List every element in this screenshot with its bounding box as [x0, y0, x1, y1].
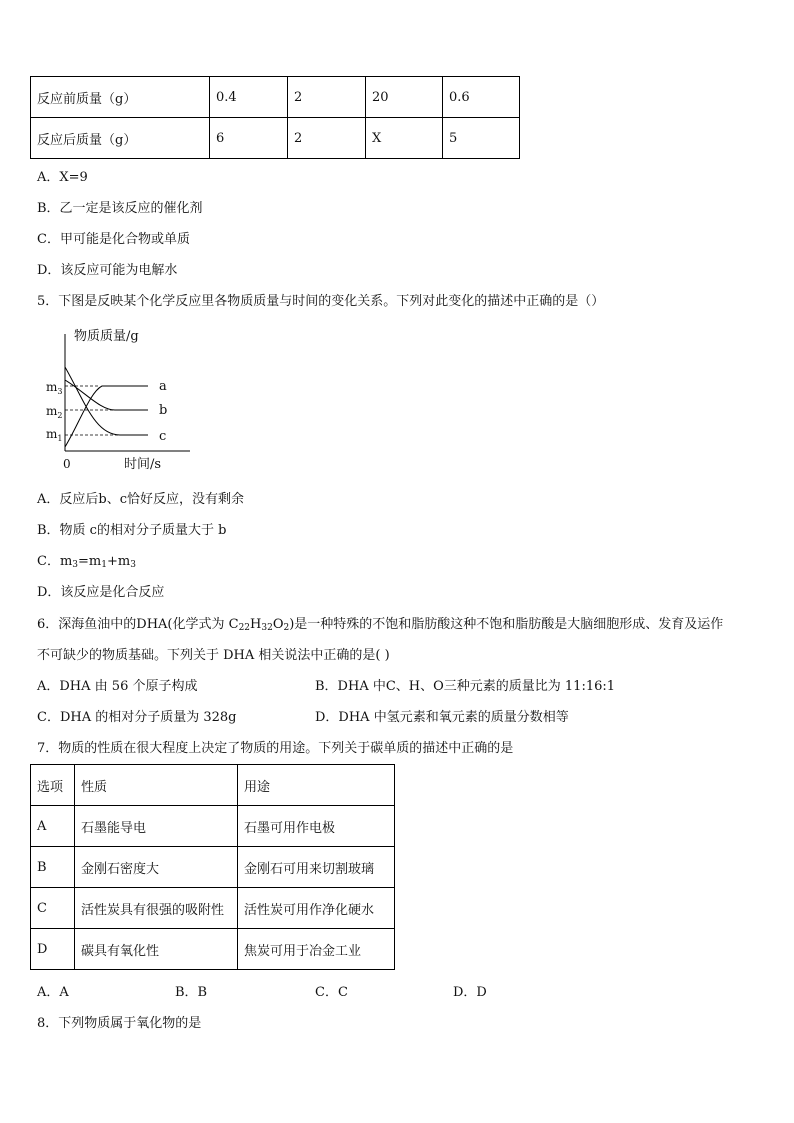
q7-stem: 7．物质的性质在很大程度上决定了物质的用途。下列关于碳单质的描述中正确的是 [37, 741, 514, 756]
curve-b [65, 380, 148, 410]
table-cell: 焦炭可用于冶金工业 [238, 929, 395, 970]
series-label-a: a [159, 379, 167, 394]
mass-table [30, 76, 520, 159]
table-header-row [31, 765, 395, 806]
curve-a [65, 386, 148, 447]
table-cell: 20 [366, 77, 443, 118]
q5-stem: 5．下图是反映某个化学反应里各物质质量与时间的变化关系。下列对此变化的描述中正确的是（） [37, 294, 605, 309]
table-cell: 石墨可用作电极 [238, 806, 395, 847]
table-row [31, 806, 395, 847]
q4-option-c: C．甲可能是化合物或单质 [37, 232, 190, 247]
table-row [31, 888, 395, 929]
q6-option-a: A．DHA 由 56 个原子构成 [37, 679, 198, 694]
q8-stem: 8．下列物质属于氧化物的是 [37, 1016, 202, 1031]
q4-option-d: D．该反应可能为电解水 [37, 263, 178, 278]
q6-stem: 6．深海鱼油中的DHA(化学式为 $C_{22}H_{32}O_2$)是一种特殊的不饱和脂肪酸这种不饱和脂肪酸是大脑细胞形成、发育及运作 [37, 617, 724, 633]
q7-option-c: C．C [315, 985, 348, 1000]
q7-option-b: B．B [175, 985, 208, 1000]
q6-option-b: B．DHA 中C、H、O三种元素的质量比为 11:16:1 [315, 679, 616, 694]
q4-option-b: B．乙一定是该反应的催化剂 [37, 201, 203, 216]
tick-m1: $m_1$ [46, 427, 63, 443]
table-header: 选项 [31, 765, 75, 806]
table-cell: B [31, 847, 75, 888]
q7-option-a: A．A [37, 985, 69, 1000]
table-cell: 6 [210, 118, 288, 159]
table-header: 用途 [238, 765, 395, 806]
table-cell: 0.6 [443, 77, 520, 118]
q5-option-a: A．反应后b、c恰好反应，没有剩余 [37, 492, 244, 507]
table-row [31, 847, 395, 888]
tick-m2: $m_2$ [46, 404, 63, 420]
table-cell: 2 [288, 77, 366, 118]
table-header: 性质 [75, 765, 238, 806]
q7-option-d: D．D [453, 985, 487, 1000]
table-cell: 金刚石密度大 [75, 847, 238, 888]
q5-option-d: D．该反应是化合反应 [37, 585, 165, 600]
graph-x-label: 时间/s [124, 457, 162, 472]
table-cell: 石墨能导电 [75, 806, 238, 847]
table-cell: C [31, 888, 75, 929]
q4-option-a: A．X=9 [37, 170, 88, 185]
series-label-c: c [159, 429, 167, 444]
q6-stem-line2: 不可缺少的物质基础。下列关于 DHA 相关说法中正确的是( ) [37, 648, 390, 663]
q6-option-c: C．DHA 的相对分子质量为 328g [37, 710, 237, 725]
table-cell: D [31, 929, 75, 970]
table-cell: 活性炭具有很强的吸附性 [75, 888, 238, 929]
table-cell: 反应前质量（g） [31, 77, 210, 118]
table-row [31, 77, 520, 118]
table-row [31, 118, 520, 159]
q5-option-c: C．$m_3=m_1+m_3$ [37, 554, 136, 570]
mass-time-graph [40, 322, 200, 472]
table-cell: 活性炭可用作净化硬水 [238, 888, 395, 929]
table-cell: 2 [288, 118, 366, 159]
table-cell: A [31, 806, 75, 847]
series-label-b: b [159, 403, 168, 418]
table-row [31, 929, 395, 970]
graph-y-label: 物质质量/g [74, 329, 139, 344]
table-cell: 反应后质量（g） [31, 118, 210, 159]
q5-option-b: B．物质 c的相对分子质量大于 b [37, 523, 227, 538]
table-cell: 碳具有氧化性 [75, 929, 238, 970]
carbon-table [30, 764, 395, 970]
tick-m3: $m_3$ [46, 380, 63, 396]
table-cell: 0.4 [210, 77, 288, 118]
table-cell: 5 [443, 118, 520, 159]
q6-option-d: D．DHA 中氢元素和氧元素的质量分数相等 [315, 710, 569, 725]
table-cell: X [366, 118, 443, 159]
table-cell: 金刚石可用来切割玻璃 [238, 847, 395, 888]
graph-origin: 0 [63, 457, 71, 471]
